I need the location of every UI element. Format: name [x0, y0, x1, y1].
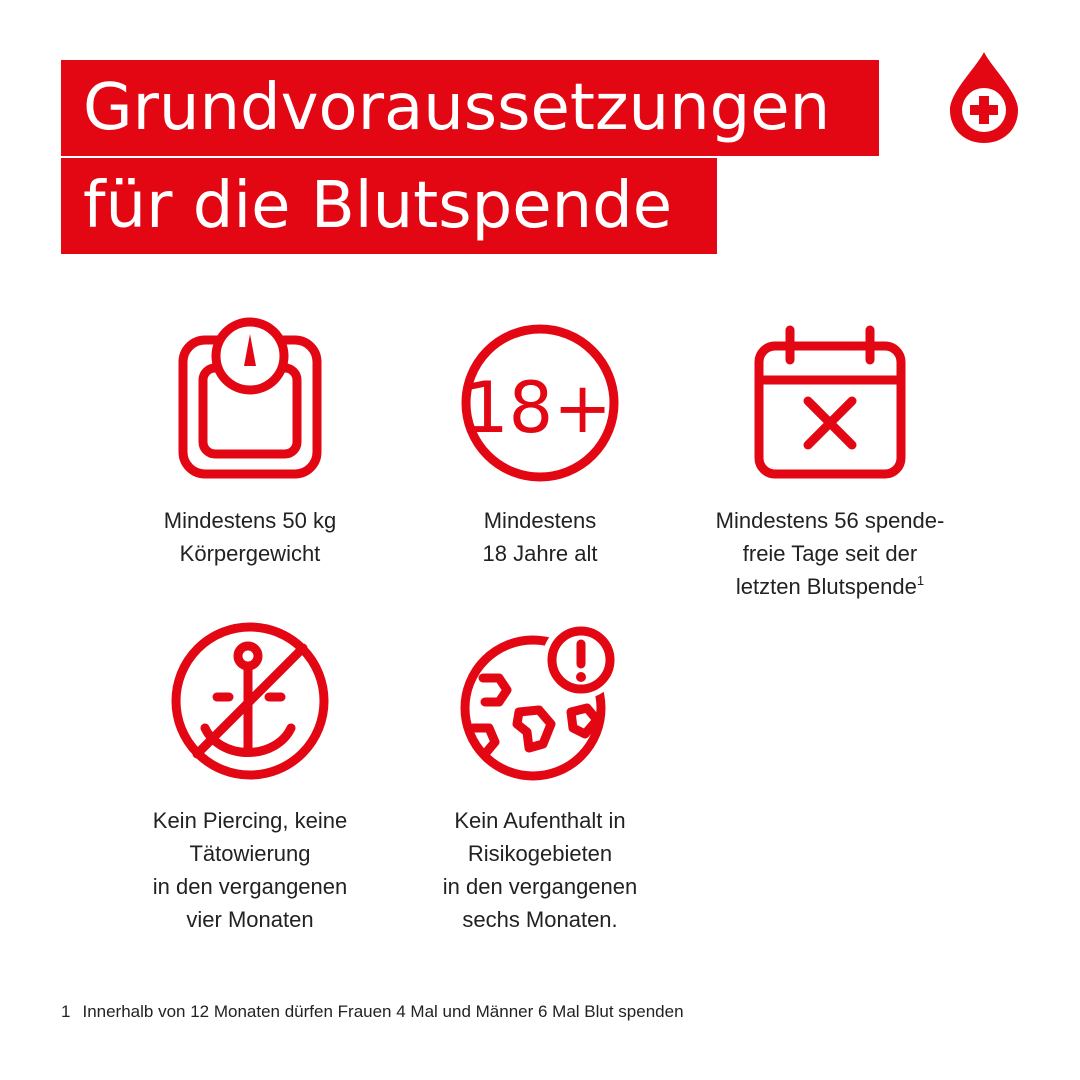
requirement-weight: [100, 316, 400, 570]
page-title-line-1: Grundvoraussetzungen: [61, 60, 879, 156]
caption-line: Kein Piercing, keine: [152, 808, 348, 833]
caption-line: Kein Aufenthalt in: [454, 808, 626, 833]
caption-line: Mindestens 56 spende-: [715, 508, 945, 533]
globe-warning-icon: [455, 616, 625, 786]
caption-line: Risikogebieten: [467, 841, 613, 866]
caption-line: in den vergangenen: [152, 874, 348, 899]
page-title-line-2: für die Blutspende: [61, 158, 717, 254]
caption-line: sechs Monaten.: [462, 907, 618, 932]
requirement-age: [390, 316, 690, 570]
caption-text: letzten Blutspende: [735, 574, 917, 599]
age-18-plus-icon: [455, 316, 625, 486]
requirement-no-risk-area-caption: [390, 804, 690, 936]
caption-line: freie Tage seit der: [742, 541, 918, 566]
footnote: [61, 1002, 684, 1022]
caption-line: 18 Jahre alt: [482, 541, 598, 566]
requirement-donation-interval: [680, 316, 980, 603]
caption-line: Mindestens 50 kg: [163, 508, 337, 533]
blood-drop-cross-icon: [946, 48, 1022, 146]
no-piercing-tattoo-icon: [165, 616, 335, 786]
requirement-no-piercing-tattoo-caption: [100, 804, 400, 936]
caption-line: in den vergangenen: [442, 874, 638, 899]
caption-line: Mindestens: [483, 508, 597, 533]
age-icon-text: 18+: [464, 367, 612, 449]
caption-line: Tätowierung: [189, 841, 311, 866]
requirement-no-piercing-tattoo: [100, 616, 400, 936]
caption-line: vier Monaten: [186, 907, 314, 932]
requirement-weight-caption: [100, 504, 400, 570]
footnote-text: Innerhalb von 12 Monaten dürfen Frauen 4 Mal und Männer 6 Mal Blut spenden: [82, 1002, 684, 1021]
scale-icon: [165, 316, 335, 486]
requirement-age-caption: [390, 504, 690, 570]
footnote-reference: 1: [916, 573, 925, 588]
caption-line: [680, 570, 980, 603]
requirement-donation-interval-caption: [680, 504, 980, 603]
footnote-mark: 1: [61, 1002, 71, 1021]
caption-line: Körpergewicht: [179, 541, 321, 566]
calendar-x-icon: [745, 316, 915, 486]
requirement-no-risk-area: [390, 616, 690, 936]
